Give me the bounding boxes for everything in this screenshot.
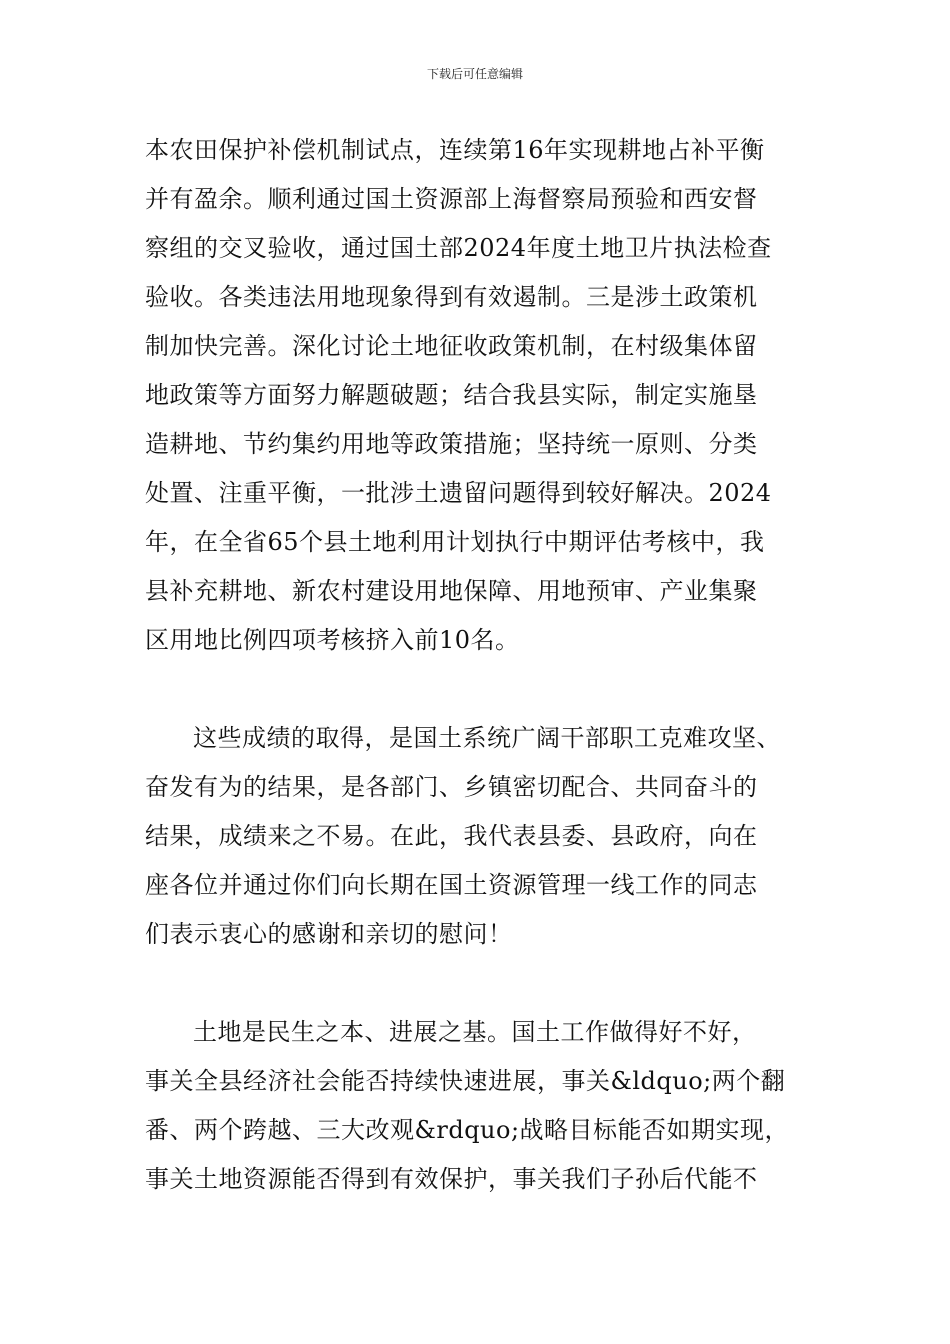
text-line: 制加快完善。深化讨论土地征收政策机制，在村级集体留 [145, 332, 758, 360]
text-line: 县补充耕地、新农村建设用地保障、用地预审、产业集聚 [145, 577, 758, 605]
text-line: 这些成绩的取得，是国土系统广阔干部职工克难攻坚、 [193, 724, 781, 752]
text-line: 番、两个跨越、三大改观&rdquo;战略目标能否如期实现， [145, 1116, 790, 1144]
document-body [145, 126, 815, 1204]
paragraph-2 [145, 714, 815, 959]
paragraph-gap [145, 959, 815, 1008]
paragraph-3 [145, 1008, 815, 1204]
text-line: 结果，成绩来之不易。在此，我代表县委、县政府，向在 [145, 822, 758, 850]
paragraph-gap [145, 665, 815, 714]
text-line: 奋发有为的结果，是各部门、乡镇密切配合、共同奋斗的 [145, 773, 758, 801]
text-line: 土地是民生之本、进展之基。国土工作做得好不好， [193, 1018, 757, 1046]
text-line: 事关土地资源能否得到有效保护，事关我们子孙后代能不 [145, 1165, 758, 1193]
paragraph-1 [145, 126, 815, 665]
text-line: 造耕地、节约集约用地等政策措施；坚持统一原则、分类 [145, 430, 758, 458]
text-line: 察组的交叉验收，通过国土部2024年度土地卫片执法检查 [145, 234, 772, 262]
text-line: 们表示衷心的感谢和亲切的慰问！ [145, 920, 513, 948]
text-line: 地政策等方面努力解题破题；结合我县实际，制定实施垦 [145, 381, 758, 409]
text-line: 区用地比例四项考核挤入前10名。 [145, 626, 520, 654]
text-line: 本农田保护补偿机制试点，连续第16年实现耕地占补平衡 [145, 136, 765, 164]
page-header-note: 下载后可任意编辑 [426, 67, 523, 81]
text-line: 年，在全省65个县土地利用计划执行中期评估考核中，我 [145, 528, 765, 556]
text-line: 并有盈余。顺利通过国土资源部上海督察局预验和西安督 [145, 185, 758, 213]
text-line: 事关全县经济社会能否持续快速进展，事关&ldquo;两个翻 [145, 1067, 786, 1095]
text-line: 验收。各类违法用地现象得到有效遏制。三是涉土政策机 [145, 283, 758, 311]
text-line: 座各位并通过你们向长期在国土资源管理一线工作的同志 [145, 871, 758, 899]
text-line: 处置、注重平衡，一批涉土遗留问题得到较好解决。2024 [145, 479, 772, 507]
